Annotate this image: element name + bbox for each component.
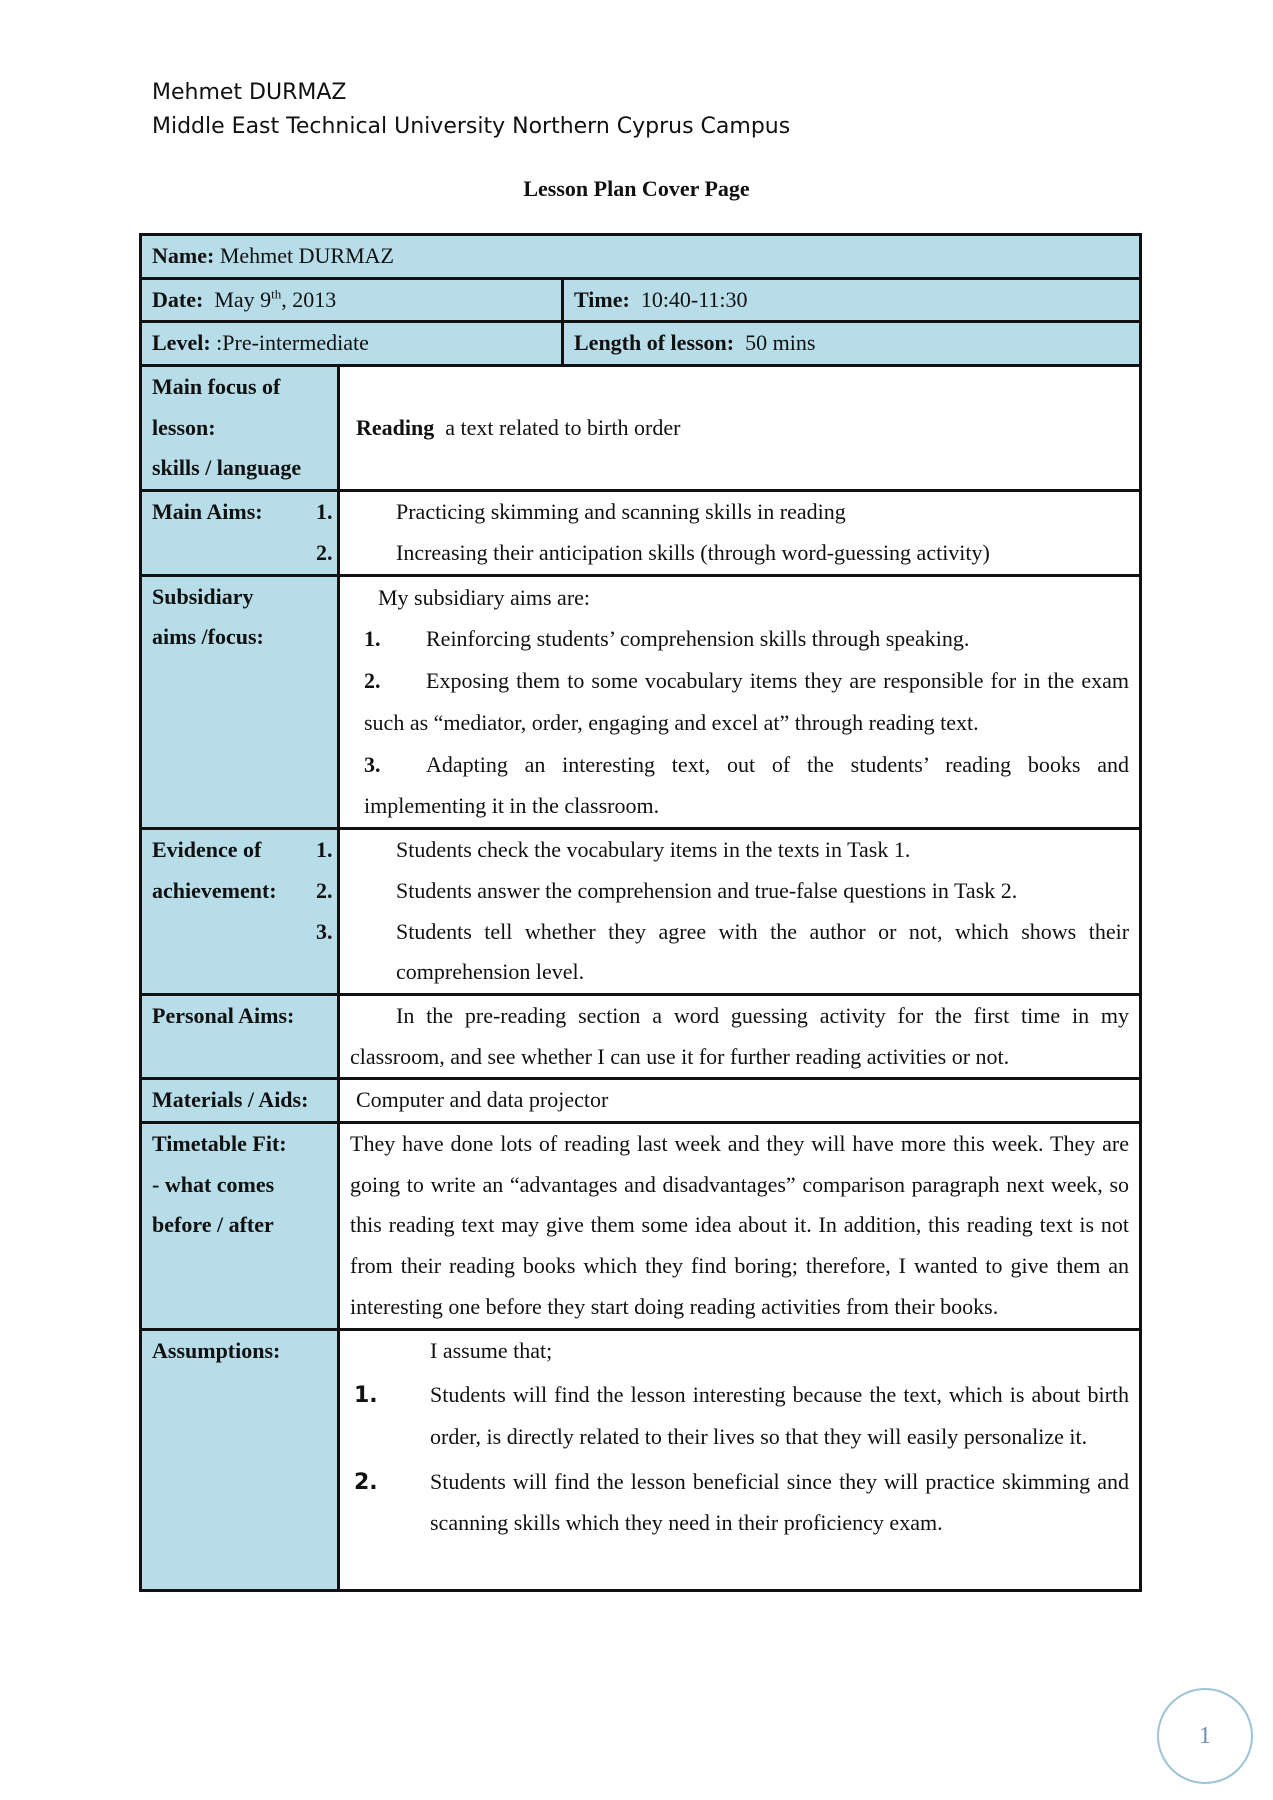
- page-title: Lesson Plan Cover Page: [523, 176, 750, 201]
- evidence-label: [141, 829, 339, 995]
- evidence-row: [141, 829, 1141, 995]
- personal-aims-label: Personal Aims:: [141, 995, 339, 1079]
- subsidiary-label-line-2: aims /focus:: [152, 624, 264, 650]
- focus-row: [141, 366, 1141, 491]
- focus-text: a text related to birth order: [445, 415, 681, 441]
- date-prefix: May 9: [214, 286, 272, 312]
- timetable-label: [141, 1123, 339, 1329]
- focus-label: [141, 366, 339, 491]
- personal-aims-row: [141, 995, 1141, 1079]
- materials-label: Materials / Aids:: [141, 1079, 339, 1123]
- lesson-plan-table: [139, 233, 1142, 1592]
- name-label: Name:: [152, 243, 215, 268]
- subsidiary-intro: My subsidiary aims are:: [378, 584, 591, 610]
- timetable-label-line-1: Timetable Fit:: [152, 1131, 287, 1157]
- level-value: :Pre-intermediate: [216, 330, 369, 356]
- focus-label-line-1: Main focus of: [152, 374, 281, 400]
- focus-label-line-2: lesson:: [152, 414, 216, 440]
- evidence-content: [316, 829, 1141, 995]
- name-row: [141, 235, 1141, 279]
- date-suffix: , 2013: [281, 286, 337, 312]
- date-cell: [141, 278, 563, 322]
- evidence-item: 3. Students tell whether they agree with the author or not, which shows their comprehension level.: [316, 918, 1130, 985]
- assumptions-label: Assumptions:: [141, 1329, 339, 1590]
- main-aim-item: 1. Practicing skimming and scanning skills in reading: [316, 499, 846, 525]
- main-aims-content: [316, 491, 1141, 575]
- main-aim-item: 2. Increasing their anticipation skills (through word-guessing activity): [316, 539, 990, 565]
- subsidiary-label: [141, 575, 339, 829]
- assumptions-content: [339, 1329, 1141, 1590]
- personal-aims-text: In the pre-reading section a word guessing activity for the first time in my classroom, and see whether I can use it for further reading activities or not.: [339, 995, 1141, 1079]
- timetable-text: They have done lots of reading last week and they will have more this week. They are going to write an “advantages and disadvantages” comparison paragraph next week, so this reading text may give them some idea about it. In addition, this reading text is not from their reading books which they find boring; therefore, I wanted to give them an interesting one before they start doing reading activities from their books.: [339, 1123, 1141, 1329]
- assumption-item: 2. Students will find the lesson beneficial since they will practice skimming and scanning skills which they need in their proficiency exam.: [354, 1468, 1130, 1536]
- focus-content: [339, 366, 1141, 491]
- evidence-label-line-2: achievement:: [152, 877, 277, 903]
- timetable-label-line-2: - what comes: [152, 1171, 275, 1197]
- materials-row: [141, 1079, 1141, 1123]
- subsidiary-content: [339, 575, 1141, 829]
- date-label: Date:: [152, 286, 204, 312]
- level-length-row: [141, 322, 1141, 366]
- evidence-label-line-1: Evidence of: [152, 837, 262, 863]
- name-value: Mehmet DURMAZ: [219, 243, 394, 268]
- document-header: [152, 76, 790, 144]
- level-label: Level:: [152, 330, 211, 356]
- time-label: Time:: [574, 286, 630, 312]
- main-aims-label: Main Aims:: [141, 491, 339, 575]
- evidence-item: 1. Students check the vocabulary items in the texts in Task 1.: [316, 837, 911, 863]
- subsidiary-item: 1. Reinforcing students’ comprehension skills through speaking.: [364, 626, 970, 652]
- assumptions-intro: I assume that;: [430, 1337, 553, 1363]
- subsidiary-item: 3. Adapting an interesting text, out of the students’ reading books and implementing it in the classroom.: [364, 751, 1130, 819]
- focus-label-line-3: skills / language: [152, 455, 302, 481]
- assumption-item: 1. Students will find the lesson interesting because the text, which is about birth order, is directly related to their lives so that they will easily personalize it.: [354, 1382, 1130, 1449]
- length-cell: [563, 322, 1141, 366]
- materials-text: Computer and data projector: [339, 1079, 1141, 1123]
- assumptions-row: [141, 1329, 1141, 1590]
- timetable-label-line-3: before / after: [152, 1212, 274, 1238]
- subsidiary-label-line-1: Subsidiary: [152, 583, 254, 609]
- date-time-row: [141, 278, 1141, 322]
- date-sup: th: [271, 286, 282, 302]
- focus-bold: Reading: [356, 415, 435, 441]
- timetable-row: [141, 1123, 1141, 1329]
- institution-name: Middle East Technical University Northern Cyprus Campus: [152, 114, 791, 139]
- length-value: 50 mins: [745, 330, 816, 356]
- length-label: Length of lesson:: [574, 330, 735, 356]
- subsidiary-item: 2. Exposing them to some vocabulary items they are responsible for in the exam such as “mediator, order, engaging and excel at” through reading text.: [364, 668, 1130, 735]
- time-cell: [563, 278, 1141, 322]
- evidence-item: 2. Students answer the comprehension and true-false questions in Task 2.: [316, 877, 1018, 903]
- main-aims-row: [141, 491, 1141, 575]
- subsidiary-row: [141, 575, 1141, 829]
- time-value: 10:40-11:30: [640, 286, 748, 312]
- level-cell: [141, 322, 563, 366]
- page-number: 1: [1157, 1688, 1253, 1784]
- author-name: Mehmet DURMAZ: [152, 80, 347, 105]
- name-cell: [141, 235, 1141, 279]
